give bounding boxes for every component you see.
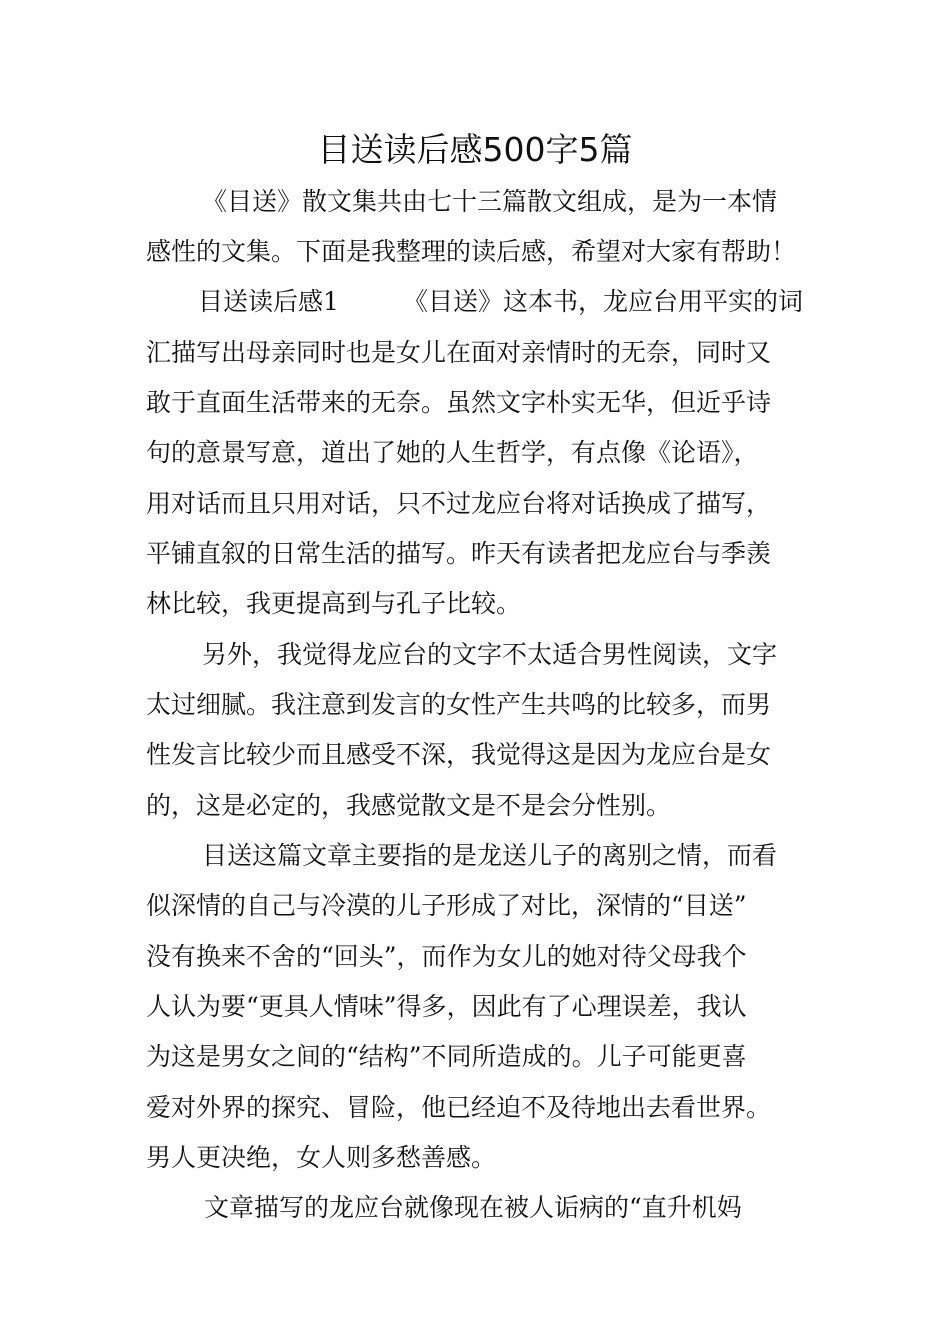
body-line: 汇描写出母亲同时也是女儿在面对亲情时的无奈，同时又 <box>146 338 772 367</box>
body-line: 敢于直面生活带来的无奈。虽然文字朴实无华，但近乎诗 <box>146 388 772 417</box>
body-line: 目送这篇文章主要指的是龙送儿子的离别之情，而看 <box>202 841 778 870</box>
body-line: 林比较，我更提高到与孔子比较。 <box>146 589 522 618</box>
body-line: 《目送》散文集共由七十三篇散文组成，是为一本情 <box>202 187 778 216</box>
body-line: 爱对外界的探究、冒险，他已经迫不及待地出去看世界。 <box>146 1093 772 1122</box>
section-heading: 目送读后感1 <box>198 287 339 316</box>
body-line: 用对话而且只用对话，只不过龙应台将对话换成了描写， <box>146 489 772 518</box>
body-line: 句的意景写意，道出了她的人生哲学，有点像《论语》， <box>146 438 759 467</box>
body-line: 性发言比较少而且感受不深，我觉得这是因为龙应台是女 <box>146 740 772 769</box>
section-heading-line <box>198 277 803 326</box>
body-line: 平铺直叙的日常生活的描写。昨天有读者把龙应台与季羡 <box>146 539 772 568</box>
body-line: 人认为要“更具人情味”得多，因此有了心理误差，我认 <box>146 992 747 1021</box>
body-line: 为这是男女之间的“结构”不同所造成的。儿子可能更喜 <box>146 1042 747 1071</box>
body-line: 感性的文集。下面是我整理的读后感，希望对大家有帮助！ <box>146 237 797 266</box>
body-line: 似深情的自己与冷漠的儿子形成了对比，深情的“目送” <box>146 891 747 920</box>
body-line: 太过细腻。我注意到发言的女性产生共鸣的比较多，而男 <box>146 690 772 719</box>
body-line: 文章描写的龙应台就像现在被人诟病的“直升机妈 <box>204 1193 742 1222</box>
document-title: 目送读后感500字5篇 <box>317 130 633 169</box>
body-line-segment: 《目送》这本书，龙应台用平实的词 <box>403 287 804 316</box>
body-line: 没有换来不舍的“回头”，而作为女儿的她对待父母我个 <box>146 942 747 971</box>
body-line: 另外，我觉得龙应台的文字不太适合男性阅读，文字 <box>202 640 778 669</box>
body-line: 男人更决绝，女人则多愁善感。 <box>146 1143 497 1172</box>
body-line: 的，这是必定的，我感觉散文是不是会分性别。 <box>146 791 672 820</box>
